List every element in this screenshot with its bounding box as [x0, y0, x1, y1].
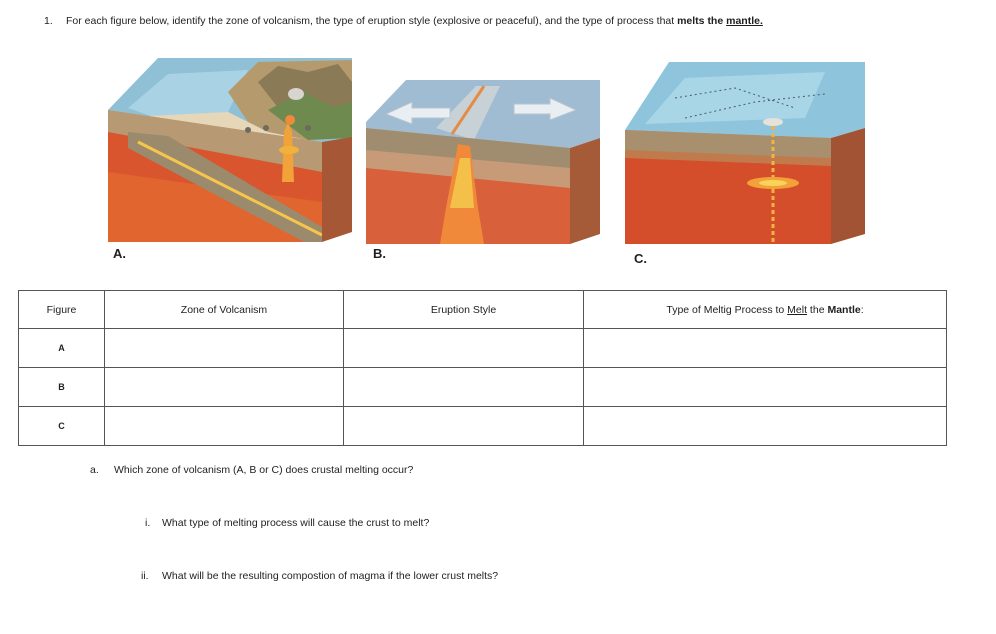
header-zone: Zone of Volcanism: [105, 291, 344, 329]
table-row: [19, 368, 947, 407]
row-figure-label: A: [19, 329, 105, 368]
table-row: [19, 329, 947, 368]
answer-cell-zone[interactable]: [105, 368, 344, 407]
answer-cell-eruption[interactable]: [344, 329, 584, 368]
figure-b-diagram: [366, 58, 600, 244]
question-bold: melts the: [677, 15, 727, 27]
figure-b-label: B.: [373, 246, 386, 261]
figure-c-diagram: [625, 58, 865, 244]
header-process-underline: Melt: [787, 303, 808, 316]
answer-cell-process[interactable]: [584, 368, 947, 407]
subquestion-i-marker: i.: [145, 517, 151, 529]
header-process: [584, 291, 947, 329]
question-text: [66, 15, 763, 27]
figure-a-diagram: [108, 52, 352, 242]
answer-table: [18, 290, 947, 446]
row-figure-label: C: [19, 407, 105, 446]
header-process-suffix: :: [860, 303, 864, 316]
answer-cell-process[interactable]: [584, 407, 947, 446]
answer-cell-eruption[interactable]: [344, 368, 584, 407]
question-prefix: For each figure below, identify the zone of volcanism, the type of eruption style (explosive or peaceful), and the type of process that: [66, 15, 678, 27]
answer-cell-eruption[interactable]: [344, 407, 584, 446]
row-figure-label: B: [19, 368, 105, 407]
header-process-mid: the: [807, 303, 828, 316]
header-eruption: Eruption Style: [344, 291, 584, 329]
table-header-row: [19, 291, 947, 329]
subquestion-i-text: What type of melting process will cause the crust to melt?: [162, 517, 430, 529]
header-process-bold: Mantle: [827, 303, 861, 316]
subquestion-a-marker: a.: [90, 464, 99, 476]
table-row: [19, 407, 947, 446]
question-bold-underline: mantle.: [726, 15, 763, 27]
header-process-prefix: Type of Meltig Process to: [666, 303, 788, 316]
answer-cell-zone[interactable]: [105, 407, 344, 446]
figure-a-label: A.: [113, 246, 126, 261]
figure-c-label: C.: [634, 251, 647, 266]
answer-cell-process[interactable]: [584, 329, 947, 368]
header-figure: Figure: [19, 291, 105, 329]
subquestion-ii-text: What will be the resulting compostion of magma if the lower crust melts?: [162, 570, 499, 582]
answer-cell-zone[interactable]: [105, 329, 344, 368]
subquestion-ii-marker: ii.: [141, 570, 149, 582]
question-number: 1.: [44, 15, 53, 27]
subquestion-a-text: Which zone of volcanism (A, B or C) does crustal melting occur?: [114, 464, 414, 476]
